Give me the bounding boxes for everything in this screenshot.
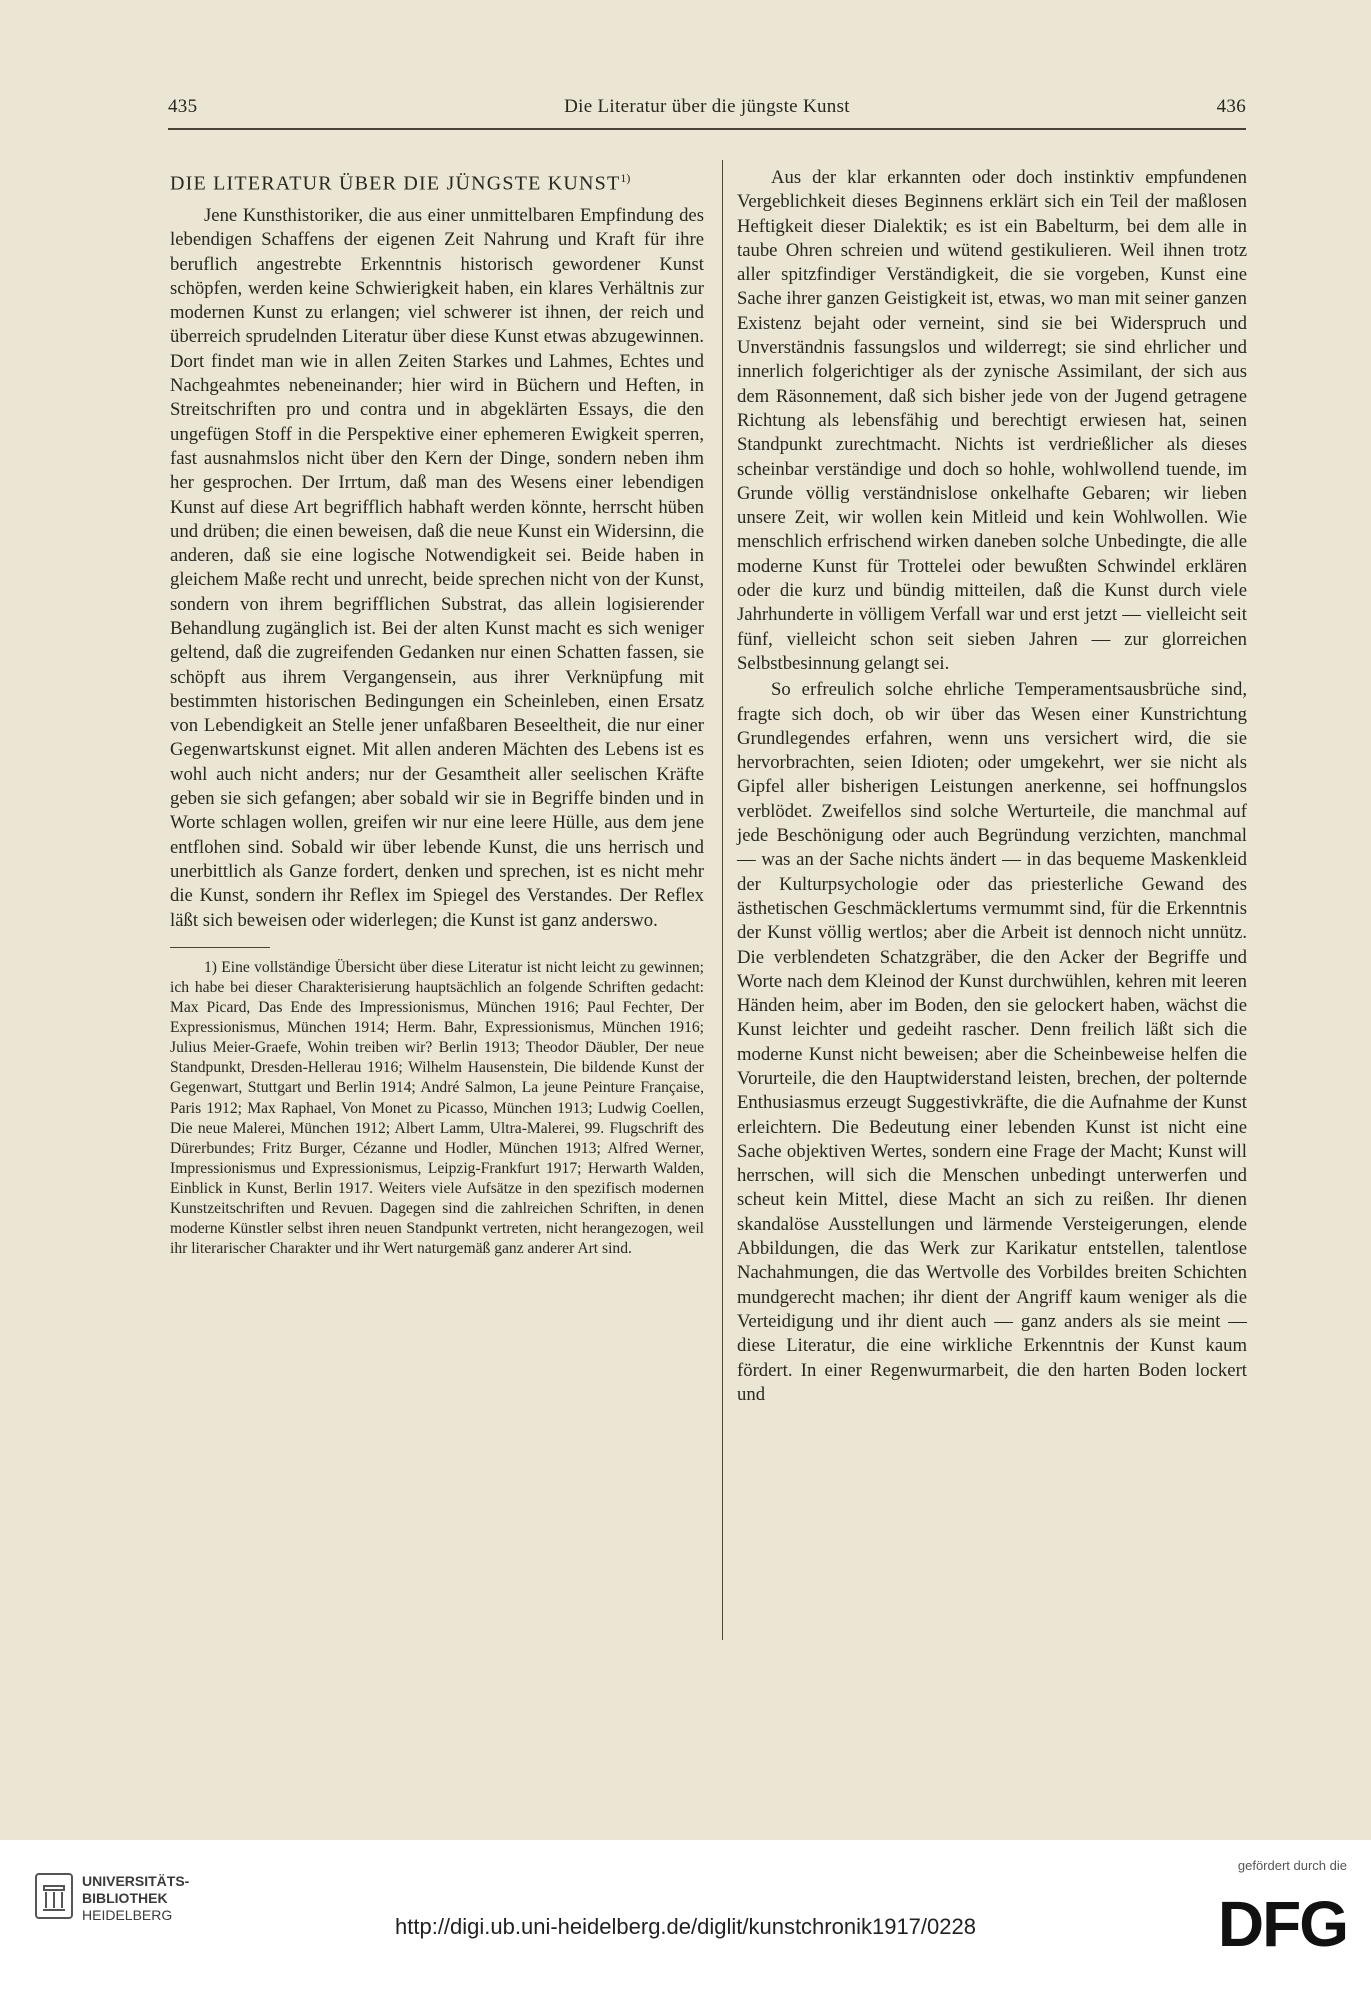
library-name: UNIVERSITÄTS- BIBLIOTHEK HEIDELBERG [82,1873,190,1923]
university-seal-icon [34,1872,74,1920]
paragraph: So erfreulich solche ehrliche Temperamentsausbrüche sind, fragte sich doch, ob wir über das Wesen einer Kunstrichtung Grundlegendes erfahren, wenn uns versichert wird, die sie hervorbrachten, seien Idioten; oder umgekehrt, wer sie nicht als Gipfel aller bisherigen Leistungen anerkenne, sei hoffnungslos verblödet. Zweifellos sind solche Werturteile, die manchmal auf jede Beschönigung oder auch Begründung verzichten, manchmal — was an der Sache nichts ändert — in das bequeme Maskenkleid der Kulturpsychologie oder das priesterliche Gewand des ästhetischen Geschmäcklertums vermummt sind, für die Erkenntnis der Kunst völlig wertlos; aber die Arbeit ist dennoch nicht unnütz. Die verblendeten Schatzgräber, die den Acker der Begriffe und Worte nach dem Kleinod der Kunst durchwühlen, kehren mit leeren Händen heim, aber im Boden, den sie gelockert haben, wächst die Kunst leichter und gedeiht rascher. Denn freilich läßt sich die moderne Kunst nicht beweisen; aber die Scheinbeweise helfen die Vorurteile, die den Hauptwiderstand leisten, brechen, der polternde Enthusiasmus erzeugt Suggestivkräfte, die die Aufnahme der Kunst erleichtern. Die Bedeutung einer lebenden Kunst ist nicht eine Sache objektiven Wertes, sondern eine Frage der Macht; Kunst will herrschen, will sich die Menschen unbedingt unterwerfen und scheut kein Mittel, diese Macht an sich zu reißen. Ihr dienen skandalöse Ausstellungen und lärmende Versteigerungen, elende Abbildungen, die das Werk zur Karikatur entstellen, talentlose Nachahmungen, die das Wertvolle des Vorbildes breiten Schichten mundgerecht machen; ihr dient der Angriff kaum weniger als die Verteidigung und ihr dient auch — ganz anders als sie meint — diese Literatur, die eine wirkliche Erkenntnis der Kunst kaum fördert. In einer Regenwurmarbeit, die den harten Boden lockert und [737,679,1247,1405]
paragraph: Aus der klar erkannten oder doch instinktiv empfundenen Vergeblichkeit dieses Beginnens erklärt sich ein Teil der maßlosen Heftigkeit dieser Dialektik; es ist ein Babelturm, bei dem alle in taube Ohren schreien und wütend gestikulieren. Weil ihnen trotz aller spitzfindiger Verständigkeit, die sie vorgeben, Kunst eine Sache ihrer ganzen Geistigkeit ist, etwas, wo man mit seiner ganzen Existenz bejaht oder verneint, sind sie bei Widerspruch und Unverständnis fassungslos und wilderregt; sie sind ehrlicher und innerlich folgerichtiger als der zynische Assimilant, der sich aus dem Räsonnement, daß sich bisher jede von der Jugend getragene Richtung als lebensfähig und berechtigt erwiesen hat, seinen Standpunkt zurechtmacht. Nichts ist verdrießlicher als dieses scheinbar verständige und doch so hohle, wohlwollend tuende, im Grunde völlig verständnislose onkelhafte Gebaren; wir lieben unsere Zeit, wir wollen kein Mitleid und kein Wohlwollen. Wie menschlich erfrischend wirken daneben solche Unbedingte, die alle moderne Kunst für Trottelei oder bewußten Schwindel erklären oder die kurz und bündig mitteilen, daß die Kunst durch viele Jahrhunderte in völligem Verfall war und erst jetzt — vielleicht seit fünf, vielleicht schon seit sieben Jahren — zur glorreichen Selbstbesinnung gelangt sei. [737,167,1247,674]
running-title: Die Literatur über die jüngste Kunst [564,96,850,117]
running-head [168,96,1246,130]
article-title: DIE LITERATUR ÜBER DIE JÜNGSTE KUNST$^{1)}$ [170,171,631,195]
funding-caption: gefördert durch die [1237,1858,1347,1873]
viewer-footer [0,1840,1371,1998]
header-rule [168,128,1246,130]
column-rule [722,160,723,1640]
page-number-right: 436 [1216,96,1246,117]
footnote-rule [170,947,270,948]
footnote: 1) Eine vollständige Übersicht über diese Literatur ist nicht leicht zu gewinnen; ich habe bei dieser Charakterisierung hauptsächlich an folgende Schriften gedacht: Max Picard, Das Ende des Impressionismus, München 1916; Paul Fechter, Der Expressionismus, München 1914; Herm. Bahr, Expressionismus, München 1916; Julius Meier-Graefe, Wohin treiben wir? Berlin 1913; Theodor Däubler, Der neue Standpunkt, Dresden-Hellerau 1916; Wilhelm Hausenstein, Die bildende Kunst der Gegenwart, Stuttgart und Berlin 1914; André Salmon, La jeune Peinture Française, Paris 1912; Max Raphael, Von Monet zu Picasso, München 1913; Ludwig Coellen, Die neue Malerei, München 1912; Albert Lamm, Ultra-Malerei, 99. Flugschrift des Dürerbundes; Fritz Burger, Cézanne und Hodler, München 1913; Alfred Werner, Impressionismus und Expressionismus, Leipzig-Frankfurt 1917; Herwarth Walden, Einblick in Kunst, Berlin 1917. Weiters viele Aufsätze in den spezifisch modernen Kunstzeitschriften und Revuen. Dagegen sind die zahlreichen Schriften, in denen moderne Künstler selbst ihren neuen Standpunkt vertreten, nicht herangezogen, weil ihr literarischer Charakter und ihr Wert naturgemäß ganz anderer Art sind. [170,958,704,1258]
paragraph: Jene Kunsthistoriker, die aus einer unmittelbaren Empfindung des lebendigen Schaffens der eigenen Zeit Nahrung und Kraft für ihre beruflich angestrebte Erkenntnis historisch gewordener Kunst schöpfen, werden keine Schwierigkeit haben, ein klares Verhältnis zur modernen Kunst zu erlangen; viel schwerer ist ihnen, der reich und überreich sprudelnden Literatur über diese Kunst etwas abzugewinnen. Dort findet man wie in allen Zeiten Starkes und Lahmes, Echtes und Nachgeahmtes nebeneinander; hier wird in Büchern und Heften, in Streitschriften pro und contra und in abgeklärten Essays, die den ungefügen Stoff in die Perspektive einer ephemeren Ewigkeit sperren, fast ausnahmslos nicht über den Kern der Dinge, sondern neben ihm her gesprochen. Der Irrtum, daß man des Wesens einer lebendigen Kunst auf diese Art begrifflich habhaft werden könnte, herrscht hüben und drüben; die einen beweisen, daß die neue Kunst ein Widersinn, die anderen, daß sie eine logische Notwendigkeit sei. Beide haben in gleichem Maße recht und unrecht, beide sprechen nicht von der Kunst, sondern von ihrem begrifflichen Substrat, das allein logisierender Behandlung zugänglich ist. Bei der alten Kunst macht es sich weniger geltend, daß die zugreifenden Gedanken nur einen Schatten fassen, sie schöpft aus ihrem Vergangensein, aus ihrer Verknüpfung mit bestimmten historischen Bedingungen ein Scheinleben, einen Ersatz von Lebendigkeit an Stelle jener unfaßbaren Beseeltheit, die nur einer Gegenwartskunst eignet. Mit allen anderen Mächten des Lebens ist es wohl auch nicht anders; nur der Gesamtheit aller seelischen Kräfte geben sie sich gefangen; aber sobald wir sie in Begriffe binden und in Worte schlagen wollen, greifen wir nur eine leere Hülle, aus dem jene entflohen sind. Sobald wir über lebende Kunst, die uns herrisch und unerbittlich als Ganze fordert, denken und sprechen, ist es nicht mehr die Kunst, sondern ihr Reflex im Spiegel des Verstandes. Der Reflex läßt sich beweisen oder widerlegen; die Kunst ist ganz anderswo. [170,204,704,931]
left-column [170,166,704,1259]
right-column [737,166,1247,1407]
permalink-url[interactable]: http://digi.ub.uni-heidelberg.de/diglit/kunstchronik1917/0228 [395,1914,976,1939]
title-footnote-marker: 1) [620,171,631,185]
dfg-logo: DFG [1217,1888,1347,1960]
page-number-left: 435 [168,96,198,117]
